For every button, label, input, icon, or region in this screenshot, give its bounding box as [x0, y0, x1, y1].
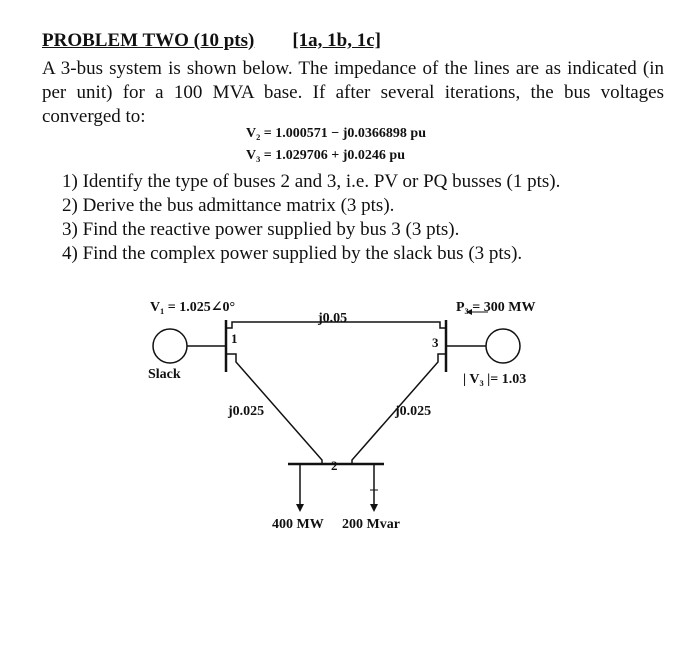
- slack-label: Slack: [148, 367, 181, 382]
- bus-2-number: 2: [331, 458, 338, 473]
- bus-3-number: 3: [432, 335, 439, 350]
- v3-equation: V₃ = 1.029706 + j0.0246 pu: [246, 148, 405, 163]
- generator-3-icon: [486, 329, 520, 363]
- v2-equation: V₂ = 1.000571 − j0.0366898 pu: [246, 126, 426, 141]
- bus-1-number: 1: [231, 331, 238, 346]
- question-4: 4) Find the complex power supplied by the slack bus (3 pts).: [62, 243, 523, 264]
- load-p-label: 400 MW: [272, 517, 324, 532]
- problem-refs: [1a, 1b, 1c]: [292, 30, 382, 51]
- generator-1-icon: [153, 329, 187, 363]
- load-p-arrow-icon: [296, 504, 304, 512]
- v3-magnitude-label: | V₃ |= 1.03: [463, 372, 527, 387]
- load-q-arrow-icon: [370, 504, 378, 512]
- problem-title: PROBLEM TWO (10 pts): [42, 30, 255, 51]
- v1-label: V₁ = 1.025∠0°: [150, 300, 236, 315]
- problem-intro: A 3-bus system is shown below. The impedance of the lines are as indicated (in per unit) for a 100 MVA base. If after several iterations, the bus voltages converged to:: [42, 58, 664, 127]
- question-3: 3) Find the reactive power supplied by bus 3 (3 pts).: [62, 219, 460, 240]
- load-q-label: 200 Mvar: [342, 517, 400, 532]
- line23-impedance: j0.025: [395, 404, 432, 419]
- question-2: 2) Derive the bus admittance matrix (3 pts).: [62, 195, 395, 216]
- p3-label: P₃ = 300 MW: [456, 300, 536, 315]
- line12-impedance: j0.025: [228, 404, 265, 419]
- question-1: 1) Identify the type of buses 2 and 3, i.e. PV or PQ busses (1 pts).: [62, 171, 561, 192]
- line13-impedance: j0.05: [318, 311, 348, 326]
